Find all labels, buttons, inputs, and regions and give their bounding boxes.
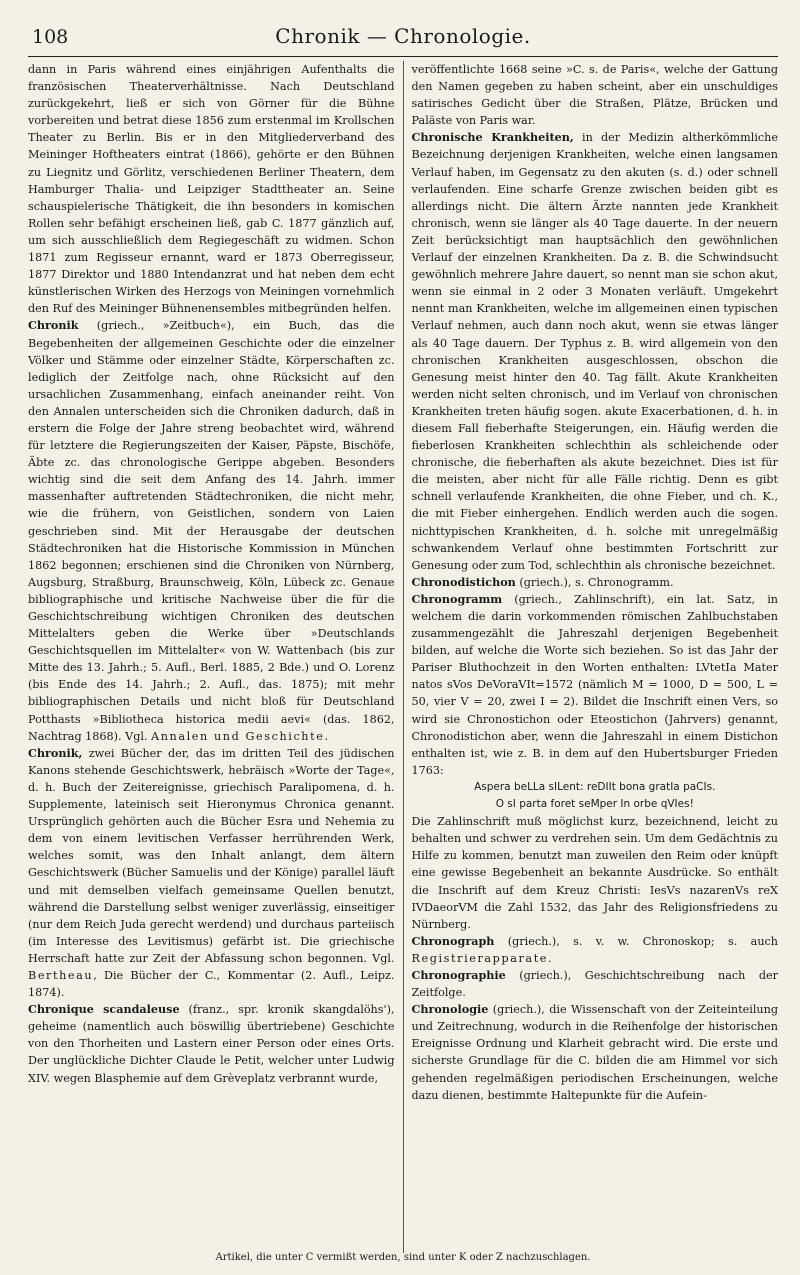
entry-term: Chronodistichon [411,574,516,589]
entry-text-end: , Die Bücher der C., Kommentar (2. Aufl., Leipz. 1874). [28,968,395,1000]
entry-term: Chronogramm [411,591,503,606]
entry-text: (franz., spr. kronik skangdalöhs'), geheime (namentlich auch böswillig übertriebene) Geschichte von den Thorheiten und Lastern einer Person oder eines Orts. Der unglückliche Dichter Claude le Petit, welcher unter Ludwig XIV. wegen Blasphemie auf dem Grèveplatz verbrannt wurde, [28,1003,395,1085]
text-columns [28,61,778,1253]
verse-line-2: O sI parta foret seMper In orbe qVIes! [495,798,694,811]
entry-term: Chronique scandaleuse [28,1002,180,1017]
entry-term: Chronologie [411,1002,489,1017]
right-column [404,61,779,1253]
entry-term: Chronik, [28,745,83,760]
entry-chronogramm [412,591,779,779]
entry-term: Chronik [28,318,79,333]
chronogramm-continued: Die Zahlinschrift muß möglichst kurz, bezeichnend, leicht zu behalten und schwer zu verdrehen sein. Um dem Gedächtnis zu Hilfe zu kommen, benutzt man zuweilen den Reim oder knüpft eine gewisse Begebenheit an bekannte Ausdrücke. So enthält die Inschrift auf dem Kreuz Christi: IesVs nazarenVs reX IVDaeorVM die Zahl 1532, das Jahr des Religionsfriedens zu Nürnberg. [411,815,778,931]
entry-text: (griech.), s. Chronogramm. [515,575,674,589]
entry-term: Chronograph [411,933,495,948]
entry-chronodistichon [412,574,779,591]
cross-reference: Annalen und Geschichte [151,729,325,743]
entry-chronographie [412,967,779,1001]
entry-text: (griech., »Zeitbuch«), ein Buch, das die Begebenheiten der allgemeinen Geschichte oder die einzelner Völker und Stämme oder einzelner Städte, Körperschaften zc. lediglich der Zeitfolge nach, ohne Rücksicht auf den ursachlichen Zusammenhang, einfach aneinander reiht. Von den Annalen unterscheiden sich die Chroniken dadurch, daß in erstern die Folge der Jahre streng beobachtet wird, während für letztere die Regierungszeiten der Kaiser, Päpste, Bischöfe, Äbte zc. das chronologische Gerippe abgeben. Besonders wichtig sind die seit dem Anfang des 14. Jahrh. immer massenhafter auftretenden Städtechroniken, die nicht mehr, wie die frühern, von Geistlichen, sondern von Laien geschrieben sind. Mit der Herausgabe der deutschen Städtechroniken hat die Historische Kommission in München 1862 begonnen; erschienen sind die Chroniken von Nürnberg, Augsburg, Straßburg, Braunschweig, Köln, Lübeck zc. Genaue bibliographische und kritische Nachweise über die für die Geschichtschreibung wichtigen Chroniken des deutschen Mittelalters geben die Werke über »Deutschlands Geschichtsquellen im Mittelalter« von W. Wattenbach (bis zur Mitte des 13. Jahrh.; 5. Aufl., Berl. 1885, 2 Bde.) und O. Lorenz (bis Ende des 14. Jahrh.; 2. Aufl., das. 1875); mit mehr bibliographischen Details und nicht bloß für Deutschland Potthasts »Bibliotheca historica medii aevi« (das. 1862, Nachtrag 1868). Vgl. [28,319,395,743]
entry-chronologie [412,1001,779,1104]
entry-text: (griech.), s. v. w. Chronoskop; s. auch [494,934,778,948]
entry-text-end: . [548,951,552,965]
left-column [28,61,404,1253]
entry-chronograph [412,933,779,967]
entry-term: Chronographie [411,967,506,982]
entry-term: Chronische Krankheiten, [411,130,574,145]
entry-chronik [28,317,395,744]
continued-paragraph: veröffentlichte 1668 seine »C. s. de Paris«, welche der Gattung den Namen gegeben zu haben scheint, aber ein unschuldiges satirisches Gedicht über die Straßen, Plätze, Brücken und Paläste von Paris war. [411,63,778,128]
entry-text: (griech.), die Wissenschaft von der Zeiteinteilung und Zeitrechnung, wodurch in die Reihenfolge der historischen Ereignisse Ordnung und Klarheit gebracht wird. Die erste und sicherste Grundlage für die C. bilden die am Himmel vor sich gehenden regelmäßigen periodischen Erscheinungen, welche dazu dienen, bestimmte Haltepunkte für die Aufein- [411,1003,778,1102]
entry-text: (griech.), Geschichtschreibung nach der Zeitfolge. [411,968,778,1000]
cross-reference: Registrierapparate [411,951,549,965]
verse-line-1: Aspera beLLa sILent: reDIIt bona gratIa paCIs. [474,780,716,793]
entry-text: zwei Bücher der, das im dritten Teil des jüdischen Kanons stehende Geschichtswerk, hebräisch »Worte der Tage«, d. h. Buch der Zeitereignisse, griechisch Paralipomena, d. h. Supplemente, lateinisch seit Hieronymus Chronica genannt. Ursprünglich gehörten auch die Bücher Esra und Nehemia zu dem von einem levitischen Verfasser herrührenden Werk, welches somit, was den Inhalt anlangt, dem ältern Geschichtswerk (Bücher Samuelis und der Könige) parallel läuft und mit demselben vielfach gemeinsame Quellen benutzt, während die Darstellung selbst weniger zuverlässig, einseitiger (nur dem Reich Juda gerecht werdend) und durchaus parteiisch (im Interesse des Levitismus) gefärbt ist. Die griechische Herrschaft hatte zur Zeit der Abfassung schon begonnen. Vgl. [28,746,395,965]
entry-text-end: . [324,729,328,743]
entry-text: (griech., Zahlinschrift), ein lat. Satz, in welchem die darin vorkommenden römischen Zahlbuchstaben zusammengezählt die Jahreszahl derjenigen Begebenheit bilden, auf welche die Worte sich beziehen. So ist das Jahr der Pariser Bluthochzeit in den Worten enthalten: LVtetIa Mater natos sVos DeVoraVIt=1572 (nämlich M = 1000, D = 500, L = 50, vier V = 20, zwei I = 2). Bildet die Inschrift einen Vers, so wird sie Chronostichon oder Eteostichon (Jahrvers) genannt, Chronodistichon aber, wenn die Jahreszahl in einem Distichon enthalten ist, wie z. B. in dem auf den Hubertsburger Frieden 1763: [411,592,778,777]
continued-paragraph: dann in Paris während eines einjährigen Aufenthalts die französischen Theaterverhältnisse. Nach Deutschland zurückgekehrt, ließ er sich von Görner für die Bühne vorbereiten und betrat diese 1856 zum erstenmal im Krollschen Theater zu Berlin. Bis er in den Mitgliederverband des Meininger Hoftheaters eintrat (1866), gehörte er den Bühnen zu Liegnitz und Görlitz, verschiedenen Berliner Theatern, dem Hamburger Thalia- und Leipziger Stadttheater an. Seine schauspielerische Thätigkeit, die ihn besonders in komischen Rollen sehr befähigt erscheinen ließ, gab C. 1877 gänzlich auf, um sich ausschließlich dem Regiegeschäft zu widmen. Schon 1871 zum Regisseur ernannt, ward er 1873 Oberregisseur, 1877 Direktor und 1880 Intendanzrat und hat neben dem echt künstlerischen Wirken des Herzogs von Meiningen vornehmlich den Ruf des Meininger Bühnenensembles mitbegründen helfen. [28,63,395,316]
page-footer-note: Artikel, die unter C vermißt werden, sind unter K oder Z nachzuschlagen. [215,1252,591,1263]
entry-chronique-scandaleuse [28,1001,395,1086]
entry-chronik-buecher [28,745,395,1001]
page-header [28,22,778,57]
entry-chronische-krankheiten [412,129,779,573]
author-reference: Bertheau [28,968,94,982]
page-number: 108 [32,26,69,48]
entry-text: in der Medizin altherkömmliche Bezeichnung derjenigen Krankheiten, welche einen langsamen Verlauf haben, im Gegensatz zu den akuten (s. d.) oder schnell verlaufenden. Eine scharfe Grenze zwischen beiden gibt es allerdings nicht. Die ältern Ärzte nannten jede Krankheit chronisch, wenn sie länger als 40 Tage dauerte. In der neuern Zeit berücksichtigt man hauptsächlich den gewöhnlichen Verlauf der einzelnen Krankheiten. Da z. B. die Schwindsucht gewöhnlich mehrere Jahre dauert, so nennt man sie schon akut, wenn sie einmal in 2 oder 3 Monaten verläuft. Umgekehrt nennt man Krankheiten, welche im allgemeinen einen typischen Verlauf nehmen, auch dann noch akut, wenn sie etwas länger als 40 Tage dauern. Der Typhus z. B. wird allgemein von den chronischen Krankheiten ausgeschlossen, obschon die Genesung meist hinter den 40. Tag fällt. Akute Krankheiten werden nicht selten chronisch, und im Verlauf von chronischen Krankheiten treten häufig sogen. akute Exacerbationen, d. h. in diesem Fall fieberhafte Steigerungen, ein. Häufig werden die fieberlosen Krankheiten schlechthin als schleichende oder chronische, die fieberhaften als akute bezeichnet. Dies ist für die meisten, aber nicht für alle Fälle richtig. Denn es gibt schnell verlaufende Krankheiten, die ohne Fieber, und ch. K., die mit Fieber einhergehen. Endlich werden auch die sogen. nichttypischen Krankheiten, d. h. solche mit unregelmäßig schwankendem Verlauf ohne bestimmten Fortschritt zur Genesung oder zum Tod, schlechthin als chronische bezeichnet. [411,131,778,572]
running-title: Chronik — Chronologie. [275,24,531,48]
